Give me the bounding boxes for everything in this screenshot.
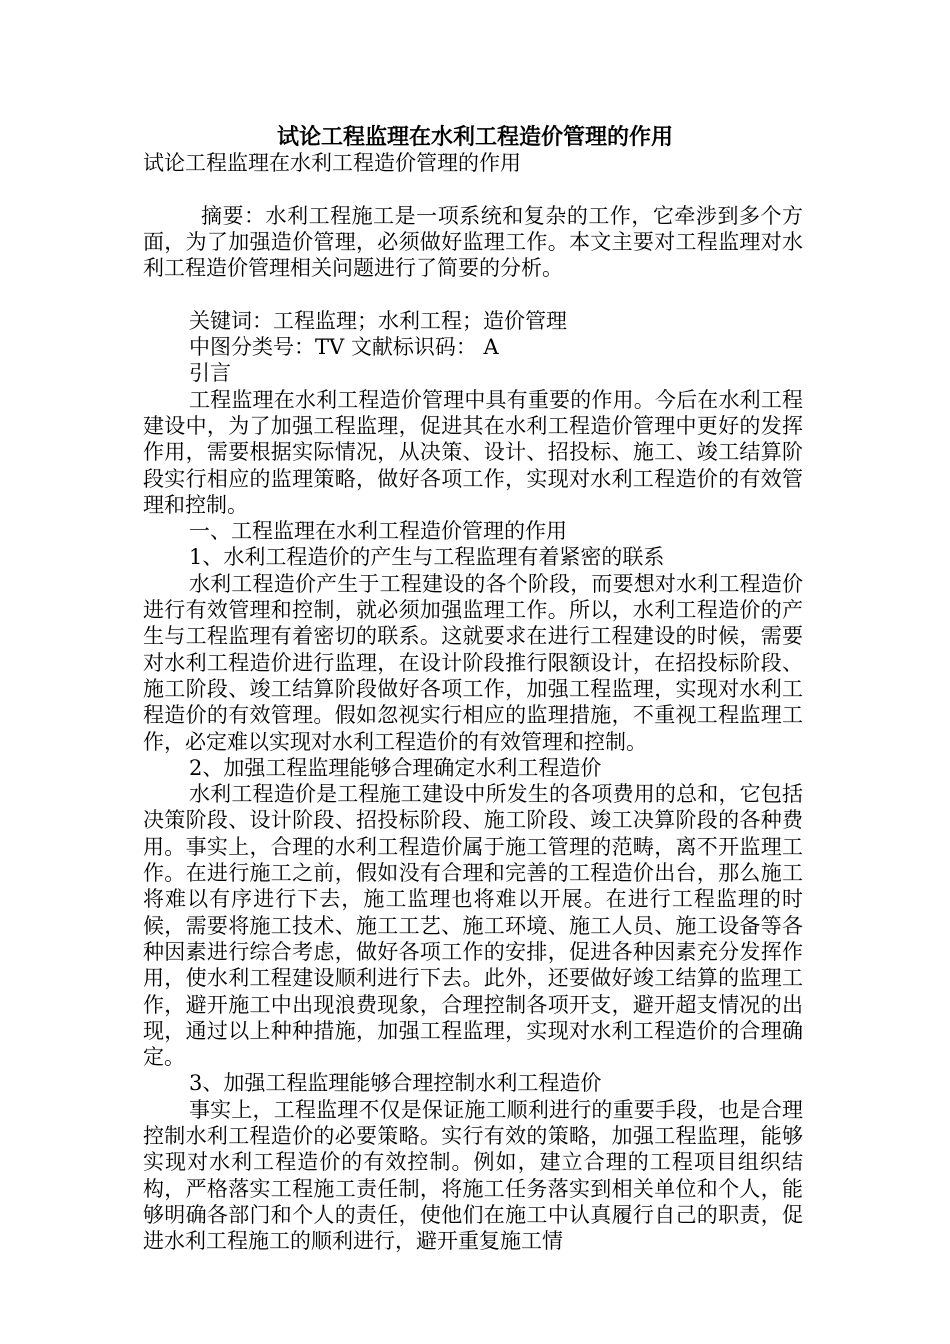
blank-line: [143, 281, 803, 307]
keywords-line: 关键词：工程监理；水利工程；造价管理: [189, 308, 567, 333]
subsection-paragraph-2: 水利工程造价是工程施工建设中所发生的各项费用的总和，它包括决策阶段、设计阶段、招投标阶段、施工阶段、竣工决算阶段的各种费用。事实上，合理的水利工程造价属于施工管理的范畴，离不开监理工作。在进行施工之前，假如没有合理和完善的工程造价出台，那么施工将难以有序进行下去，施工监理也将难以开展。在进行工程监理的时候，需要将施工技术、施工工艺、施工环境、施工人员、施工设备等各种因素进行综合考虑，做好各项工作的安排，促进各种因素充分发挥作用，使水利工程建设顺利进行下去。此外，还要做好竣工结算的监理工作，避开施工中出现浪费现象，合理控制各项开支，避开超支情况的出现，通过以上种种措施，加强工程监理，实现对水利工程造价的合理确定。: [143, 782, 803, 1070]
subsection-paragraph-1: 水利工程造价产生于工程建设的各个阶段，而要想对水利工程造价进行有效管理和控制，就必须加强监理工作。所以，水利工程造价的产生与工程监理有着密切的联系。这就要求在进行工程建设的时候，需要对水利工程造价进行监理，在设计阶段推行限额设计，在招投标阶段、施工阶段、竣工结算阶段做好各项工作，加强工程监理，实现对水利工程造价的有效管理。假如忽视实行相应的监理措施，不重视工程监理工作，必定难以实现对水利工程造价的有效管理和控制。: [143, 571, 803, 754]
subsection-heading-3: 3、加强工程监理能够合理控制水利工程造价: [189, 1071, 602, 1096]
subsection-heading-1: 1、水利工程造价的产生与工程监理有着紧密的联系: [189, 545, 665, 570]
abstract-paragraph: 摘要：水利工程施工是一项系统和复杂的工作，它牵涉到多个方面，为了加强造价管理，必须做好监理工作。本文主要对工程监理对水利工程造价管理相关问题进行了简要的分析。: [143, 203, 803, 281]
subsection-heading-2: 2、加强工程监理能够合理确定水利工程造价: [189, 755, 602, 780]
blank-line: [143, 176, 803, 202]
document-title: 试论工程监理在水利工程造价管理的作用: [276, 124, 673, 150]
subsection-paragraph-3: 事实上，工程监理不仅是保证施工顺利进行的重要手段，也是合理控制水利工程造价的必要策略。实行有效的策略，加强工程监理，能够实现对水利工程造价的有效控制。例如，建立合理的工程项目组织结构，严格落实工程施工责任制，将施工任务落实到相关单位和个人，能够明确各部门和个人的责任，使他们在施工中认真履行自己的职责，促进水利工程施工的顺利进行，避开重复施工情: [143, 1097, 803, 1254]
document-body: [143, 150, 803, 1254]
section-heading: 一、工程监理在水利工程造价管理的作用: [189, 519, 567, 544]
intro-heading: 引言: [189, 361, 231, 386]
classification-line: 中图分类号：TV 文献标识码： A: [189, 335, 499, 360]
document-subtitle: 试论工程监理在水利工程造价管理的作用: [143, 151, 521, 175]
intro-paragraph: 工程监理在水利工程造价管理中具有重要的作用。今后在水利工程建设中，为了加强工程监理，促进其在水利工程造价管理中更好的发挥作用，需要根据实际情况，从决策、设计、招投标、施工、竣工结算阶段实行相应的监理策略，做好各项工作，实现对水利工程造价的有效管理和控制。: [143, 387, 803, 517]
